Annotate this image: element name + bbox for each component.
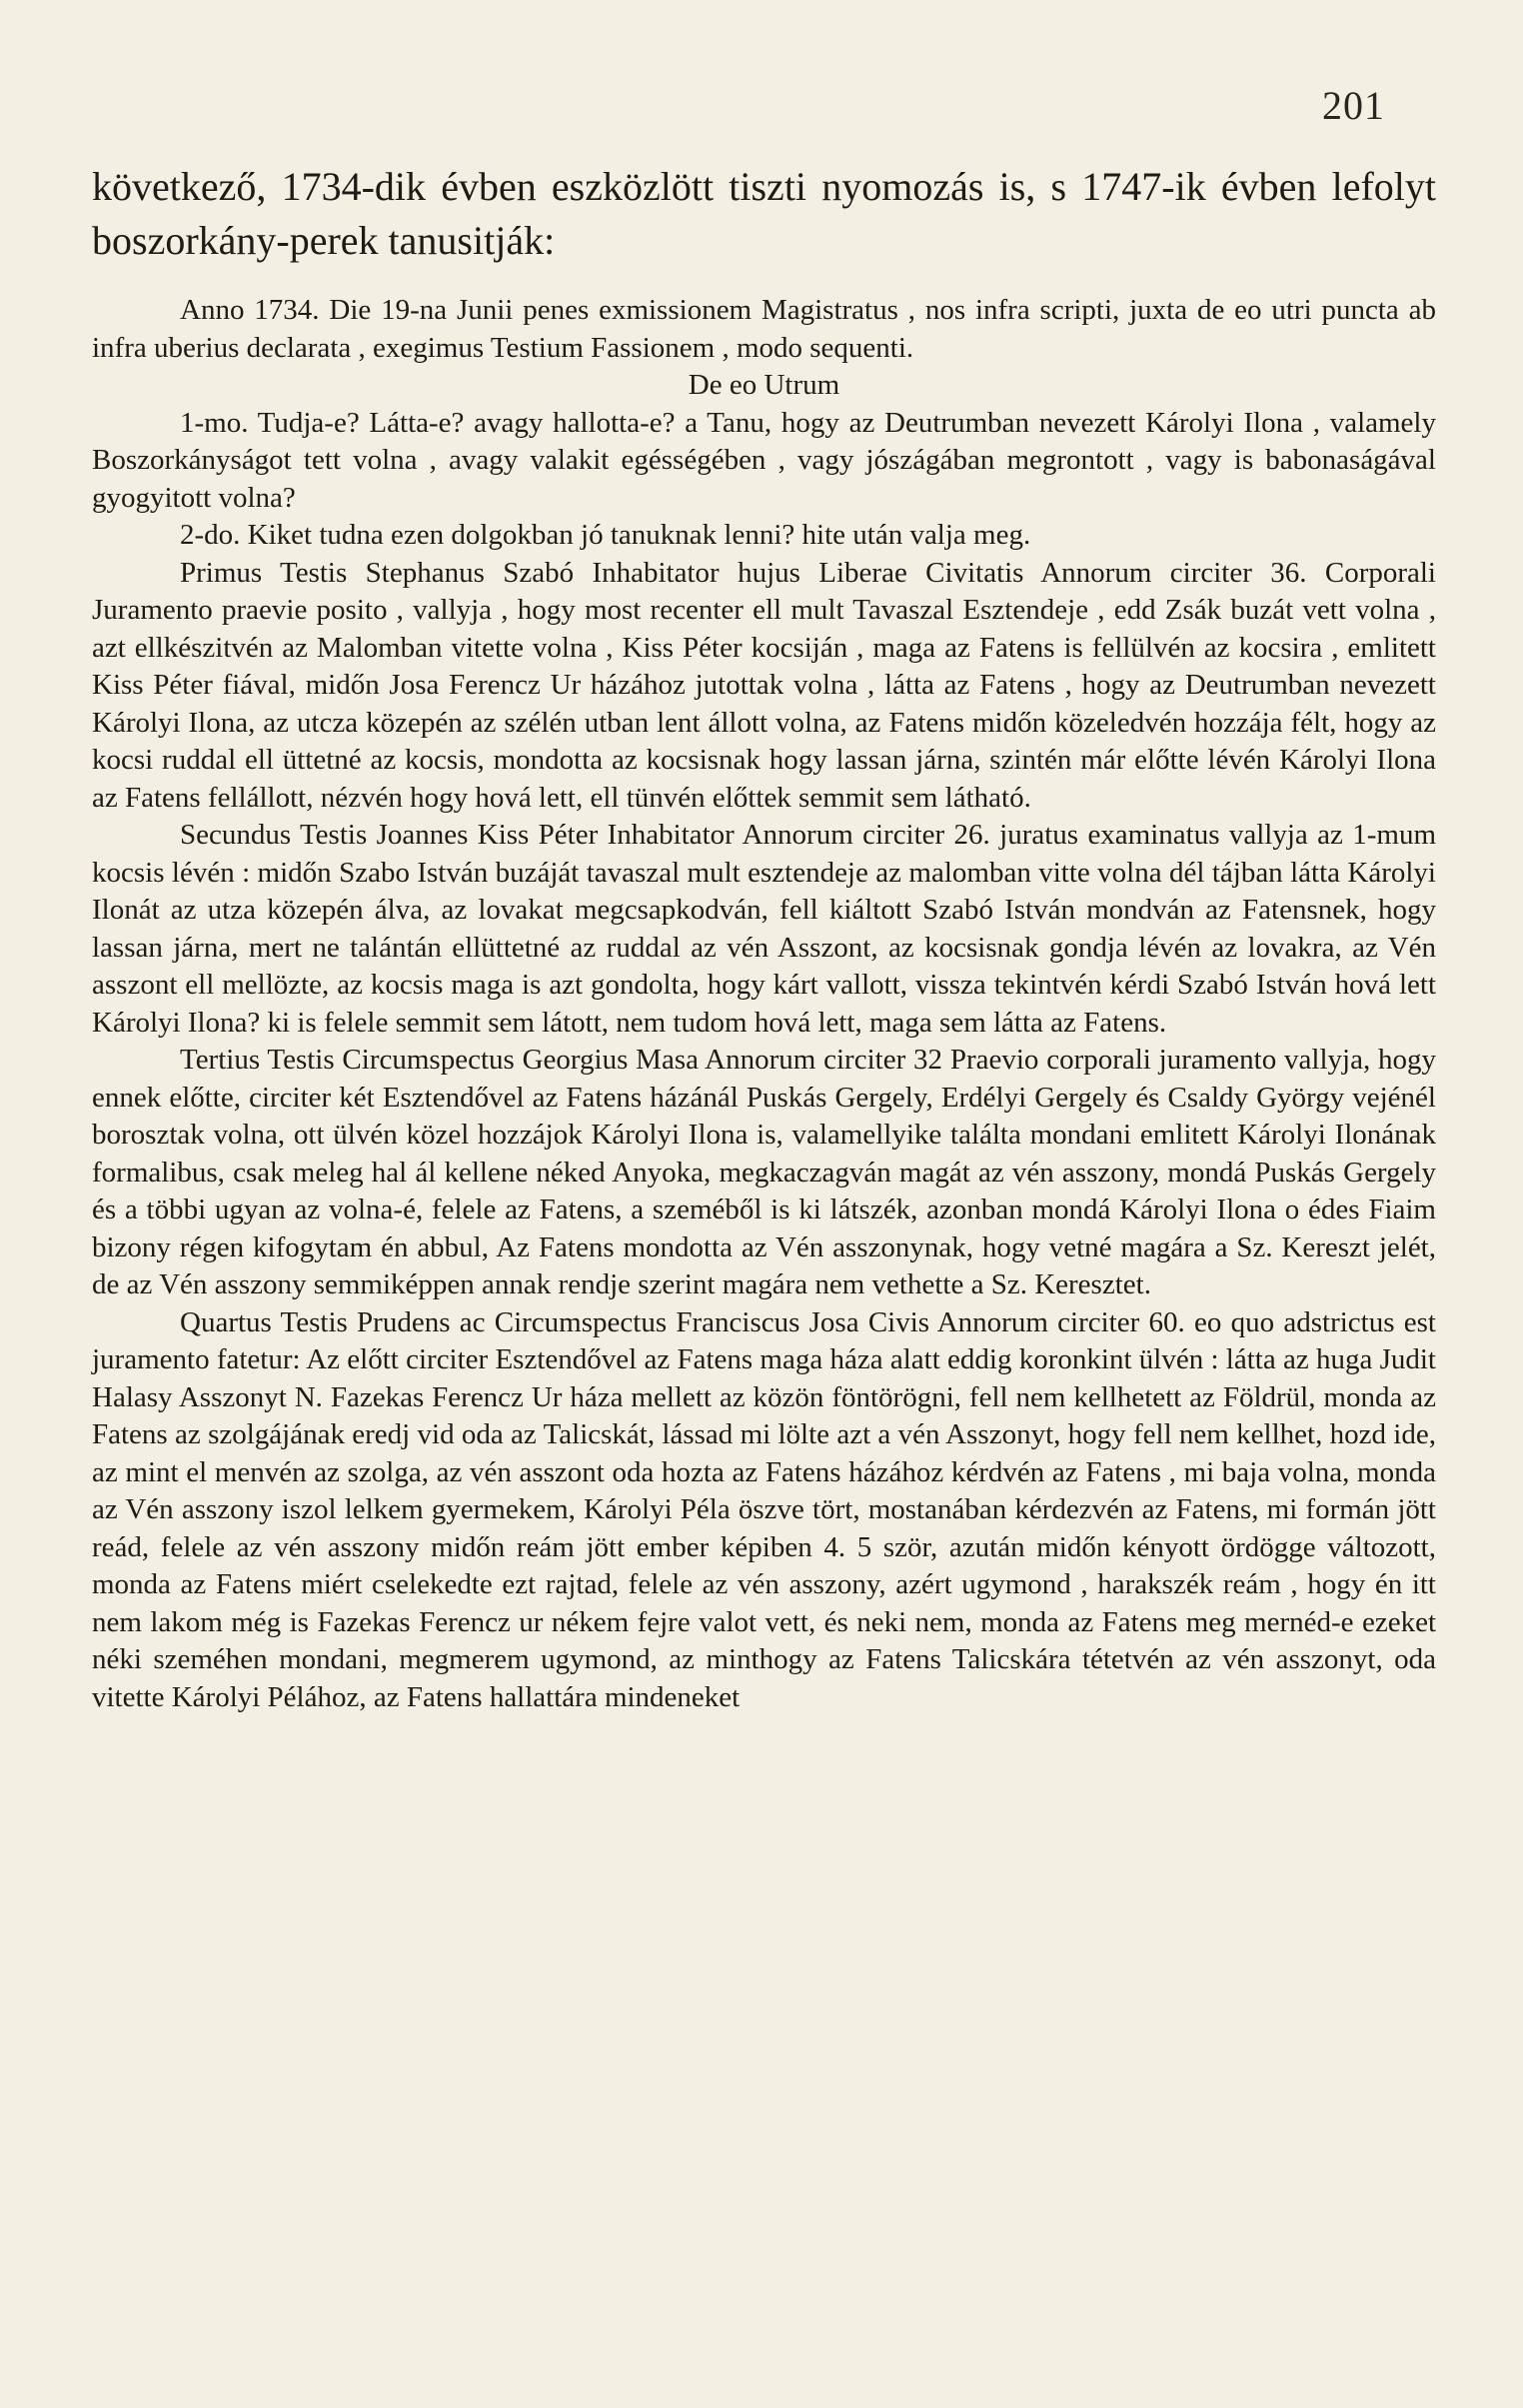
paragraph-question-1: 1-mo. Tudja-e? Látta-e? avagy hallotta-e? a Tanu, hogy az Deutrumban nevezett Károlyi Ilona , valamely Boszorkányságot tett volna , avagy valakit egésségében , vagy jószágában megrontott , vagy is babonaságával gyogyitott volna? bbox=[92, 406, 1436, 514]
body-text bbox=[92, 292, 1436, 1716]
intro-heading bbox=[92, 160, 1436, 268]
paragraph-anno: Anno 1734. Die 19-na Junii penes exmissionem Magistratus , nos infra scripti, juxta de eo utri puncta ab infra uberius declarata , exegimus Testium Fassionem , modo sequenti. bbox=[92, 294, 1436, 364]
paragraph-primus-testis: Primus Testis Stephanus Szabó Inhabitator hujus Liberae Civitatis Annorum circiter 36. Corporali Juramento praevie posito , vallyja , hogy most recenter ell mult Tavaszal Esztendeje , edd Zsák buzát vett volna , azt ellkészitvén az Malomban vitette volna , Kiss Péter kocsiján , maga az Fatens is fellülvén az kocsira , emlitett Kiss Péter fiával, midőn Josa Ferencz Ur házához jutottak volna , látta az Fatens , hogy az Deutrumban nevezett Károlyi Ilona, az utcza közepén az szélén utban lent állott volna, az Fatens midőn közeledvén hozzája félt, hogy az kocsi ruddal ell üttetné az kocsis, mondotta az kocsisnak hogy lassan járna, szintén már előtte lévén Károlyi Ilona az Fatens fellállott, nézvén hogy hová lett, ell tünvén előttek semmit sem látható. bbox=[92, 556, 1436, 814]
paragraph-tertius-testis: Tertius Testis Circumspectus Georgius Masa Annorum circiter 32 Praevio corporali juramento vallyja, hogy ennek előtte, circiter két Esztendővel az Fatens házánál Puskás Gergely, Erdélyi Gergely és Csaldy György vejénél borosztak volna, ott ülvén közel hozzájok Károlyi Ilona is, valamellyike találta mondani emlitett Károlyi Ilonának formalibus, csak meleg hal ál kellene néked Anyoka, megkaczagván magát az vén asszony, mondá Puskás Gergely és a többi ugyan az volna-é, felele az Fatens, a szeméből is ki látszék, azonban mondá Károlyi Ilona o édes Fiaim bizony régen kifogytam én abbul, Az Fatens mondotta az Vén asszonynak, hogy vetné magára a Sz. Kereszt jelét, de az Vén asszony semmiképpen annak rendje szerint magára nem vethette a Sz. Keresztet. bbox=[92, 1044, 1436, 1300]
section-heading: De eo Utrum bbox=[688, 369, 840, 401]
intro-text: következő, 1734-dik évben eszközlött tiszti nyomozás is, s 1747-ik évben lefolyt boszorkány-perek tanusitják: bbox=[92, 164, 1436, 263]
paragraph-question-2: 2-do. Kiket tudna ezen dolgokban jó tanuknak lenni? hite után valja meg. bbox=[180, 519, 1031, 551]
paragraph-quartus-testis: Quartus Testis Prudens ac Circumspectus Franciscus Josa Civis Annorum circiter 60. eo quo adstrictus est juramento fatetur: Az előtt circiter Esztendővel az Fatens maga háza alatt eddig koronkint ülvén : látta az huga Judit Halasy Asszonyt N. Fazekas Ferencz Ur háza mellett az közön föntörögni, fell nem kellhetett az Földrül, monda az Fatens az szolgájának eredj vid oda az Talicskát, lássad mi lölte azt a vén Asszonyt, hogy fell nem kellhet, hozd ide, az mint el menvén az szolga, az vén asszont oda hozta az Fatens házához kérdvén az Fatens , mi baja volna, monda az Vén asszony iszol lelkem gyermekem, Károlyi Péla öszve tört, mostanában kérdezvén az Fatens, mi formán jött reád, felele az vén asszony midőn reám jött ember képiben 4. 5 ször, azután midőn kényott ördögge változott, monda az Fatens miért cselekedte ezt rajtad, felele az vén asszony, azért ugymond , harakszék reám , hogy én itt nem lakom még is Fazekas Ferencz ur nékem fejre valot vett, és neki nem, monda az Fatens meg mernéd-e ezeket néki szeméhen mondani, megmerem ugymond, az minthogy az Fatens Talicskára tétetvén az vén asszonyt, oda vitette Károlyi Pélához, az Fatens hallattára mindeneket bbox=[92, 1305, 1436, 1713]
paragraph-secundus-testis: Secundus Testis Joannes Kiss Péter Inhabitator Annorum circiter 26. juratus examinatus vallyja az 1-mum kocsis lévén : midőn Szabo István buzáját tavaszal mult esztendeje az malomban vitte volna dél tájban látta Károlyi Ilonát az utza közepén álva, az lovakat megcsapkodván, fell kiáltott Szabó István mondván az Fatensnek, hogy lassan járna, mert ne talántán ellüttetné az ruddal az vén Asszont, az kocsisnak gondja lévén az lovakra, az Vén asszont ell mellözte, az kocsis maga is azt gondolta, hogy kárt vallott, vissza tekintvén kérdi Szabó István hová lett Károlyi Ilona? ki is felele semmit sem látott, nem tudom hová lett, maga sem látta az Fatens. bbox=[92, 819, 1436, 1039]
page-number: 201 bbox=[1322, 83, 1385, 128]
